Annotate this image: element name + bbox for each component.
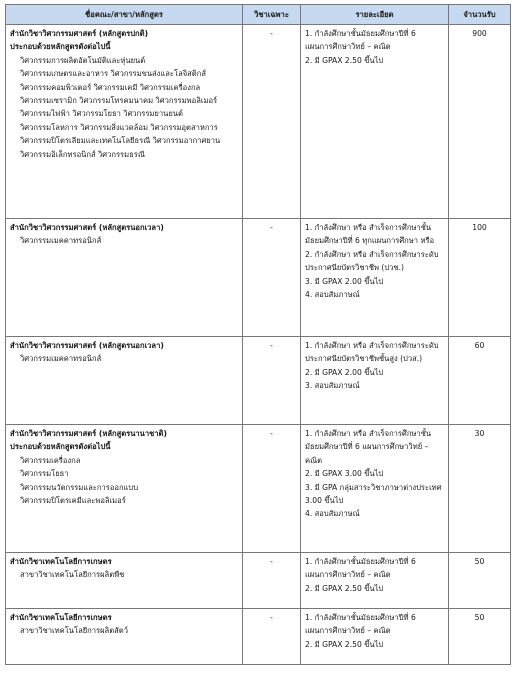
table-row [6,337,511,425]
program-name: วิศวกรรมเมคคาทรอนิกส์ [20,354,102,364]
table-row [6,25,511,219]
detail-item: 4. สอบสัมภาษณ์ [305,290,360,300]
program-name: วิศวกรรมปิโตรเคมีและพอลิเมอร์ [20,496,126,506]
program-name: วิศวกรรมโยธา [20,469,69,479]
quota-cell: 100 [449,219,511,337]
faculty-subtitle: ประกอบด้วยหลักสูตรดังต่อไปนี้ [10,442,111,452]
program-cell [6,25,243,219]
program-cell [6,553,243,609]
faculty-title: สำนักวิชาเทคโนโลยีการเกษตร [10,613,112,622]
program-name: วิศวกรรมไฟฟ้า วิศวกรรมโยธา วิศวกรรมยานยนต์ [20,109,183,119]
faculty-title: สำนักวิชาวิศวกรรมศาสตร์ (หลักสูตรนอกเวลา) [10,341,164,350]
header-details: รายละเอียด [301,5,449,25]
detail-item: 2. กำลังศึกษา หรือ สำเร็จการศึกษาระดับประกาศนียบัตรวิชาชีพ (ปวช.) [305,249,439,273]
header-quota: จำนวนรับ [449,5,511,25]
detail-item: 1. กำลังศึกษา หรือ สำเร็จการศึกษาชั้นมัธยมศึกษาปีที่ 6 แผนการศึกษาวิทย์ – คณิต [305,429,432,465]
program-cell [6,219,243,337]
table-row [6,609,511,665]
faculty-title: สำนักวิชาวิศวกรรมศาสตร์ (หลักสูตรนอกเวลา) [10,223,164,232]
details-cell [301,553,449,609]
header-program: ชื่อคณะ/สาขา/หลักสูตร [6,5,243,25]
program-cell [6,609,243,665]
quota-cell: 50 [449,553,511,609]
program-name: วิศวกรรมเซรามิก วิศวกรรมโทรคมนาคม วิศวกรรมพอลิเมอร์ [20,96,218,106]
special-subject-cell: - [243,25,301,219]
details-cell [301,425,449,553]
program-name: วิศวกรรมอิเล็กทรอนิกส์ วิศวกรรมธรณี [20,149,145,159]
admission-table [5,4,511,665]
special-subject-cell: - [243,219,301,337]
detail-item: 3. มี GPA กลุ่มสาระวิชาภาษาต่างประเทศ 3.00 ขึ้นไป [305,482,442,506]
details-cell [301,219,449,337]
detail-item: 2. มี GPAX 2.50 ขึ้นไป [305,639,384,649]
program-name: วิศวกรรมคอมพิวเตอร์ วิศวกรรมเคมี วิศวกรรมเครื่องกล [20,82,201,92]
special-subject-cell: - [243,609,301,665]
program-name: วิศวกรรมโลหการ วิศวกรรมสิ่งแวดล้อม วิศวกรรมอุตสาหการ [20,122,218,132]
quota-cell: 50 [449,609,511,665]
header-special-subject: วิชาเฉพาะ [243,5,301,25]
program-name: วิศวกรรมปิโตรเลียมและเทคโนโลยีธรณี วิศวกรรมอากาศยาน [20,136,221,146]
special-subject-cell: - [243,425,301,553]
detail-item: 1. กำลังศึกษาชั้นมัธยมศึกษาปีที่ 6 แผนการศึกษาวิทย์ – คณิต [305,613,416,636]
quota-cell: 900 [449,25,511,219]
program-cell [6,337,243,425]
detail-item: 2. มี GPAX 2.50 ขึ้นไป [305,55,384,65]
special-subject-cell: - [243,337,301,425]
detail-item: 3. สอบสัมภาษณ์ [305,381,360,391]
detail-item: 2. มี GPAX 2.50 ขึ้นไป [305,583,384,593]
detail-item: 1. กำลังศึกษาชั้นมัธยมศึกษาปีที่ 6 แผนการศึกษาวิทย์ – คณิต [305,557,416,580]
quota-cell: 60 [449,337,511,425]
program-name: สาขาวิชาเทคโนโลยีการผลิตพืช [20,570,125,580]
detail-item: 1. กำลังศึกษาชั้นมัธยมศึกษาปีที่ 6 แผนการศึกษาวิทย์ – คณิต [305,29,416,52]
table-row [6,219,511,337]
detail-item: 1. กำลังศึกษา หรือ สำเร็จการศึกษาชั้นมัธยมศึกษาปีที่ 6 ทุกแผนการศึกษา หรือ [305,223,435,246]
program-name: วิศวกรรมเมคคาทรอนิกส์ [20,236,102,246]
detail-item: 2. มี GPAX 2.00 ขึ้นไป [305,367,384,377]
details-cell [301,609,449,665]
faculty-title: สำนักวิชาเทคโนโลยีการเกษตร [10,557,112,566]
program-name: วิศวกรรมเครื่องกล [20,455,81,465]
program-name: วิศวกรรมเกษตรและอาหาร วิศวกรรมขนส่งและโลจิสติกส์ [20,69,206,79]
quota-cell: 30 [449,425,511,553]
details-cell [301,25,449,219]
detail-item: 2. มี GPAX 3.00 ขึ้นไป [305,469,384,479]
faculty-title: สำนักวิชาวิศวกรรมศาสตร์ (หลักสูตรปกติ) [10,29,149,38]
faculty-title: สำนักวิชาวิศวกรรมศาสตร์ (หลักสูตรนานาชาติ) [10,429,167,438]
table-row [6,553,511,609]
table-row [6,425,511,553]
program-name: สาขาวิชาเทคโนโลยีการผลิตสัตว์ [20,626,128,636]
header-row [6,5,511,25]
detail-item: 1. กำลังศึกษา หรือ สำเร็จการศึกษาระดับประกาศนียบัตรวิชาชีพชั้นสูง (ปวส.) [305,341,439,364]
special-subject-cell: - [243,553,301,609]
program-name: วิศวกรรมนวัตกรรมและการออกแบบ [20,482,139,492]
details-cell [301,337,449,425]
detail-item: 4. สอบสัมภาษณ์ [305,509,360,519]
detail-item: 3. มี GPAX 2.00 ขึ้นไป [305,276,384,286]
program-name: วิศวกรรมการผลิตอัตโนมัติและหุ่นยนต์ [20,55,146,65]
program-cell [6,425,243,553]
faculty-subtitle: ประกอบด้วยหลักสูตรดังต่อไปนี้ [10,42,111,52]
